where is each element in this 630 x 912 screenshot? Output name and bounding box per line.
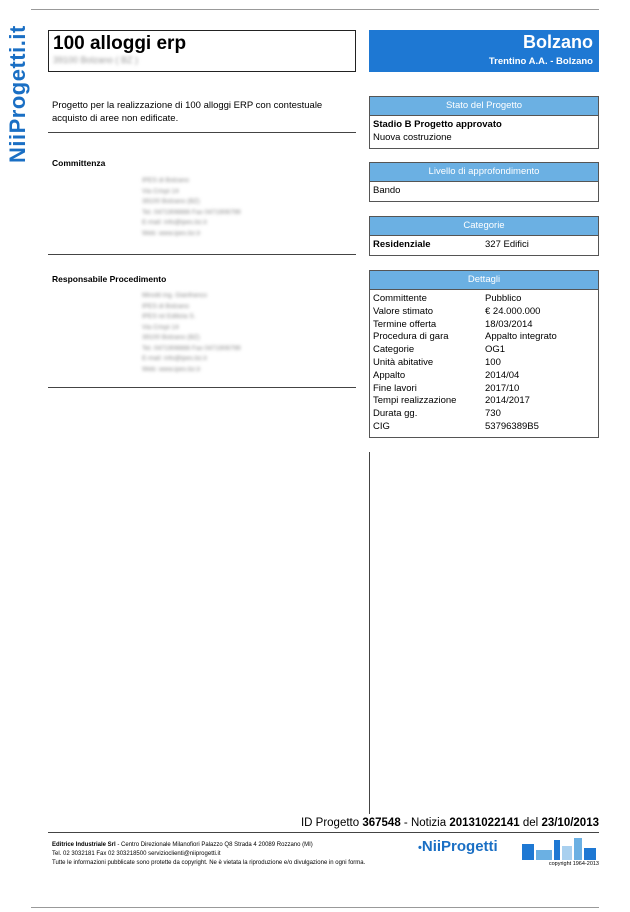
divider xyxy=(48,254,356,255)
dettagli-row: Committente Pubblico xyxy=(373,293,522,304)
dettagli-row: Unità abitative 100 xyxy=(373,356,501,368)
responsabile-label: Responsabile Procedimento xyxy=(52,274,167,284)
dettagli-row: Fine lavori 2017/10 xyxy=(373,382,520,394)
livello-panel xyxy=(369,162,599,202)
niiprogetti-logo: •NiiProgetti xyxy=(418,838,498,855)
project-title: 100 alloggi erp xyxy=(53,33,187,54)
dettagli-row: Durata gg. 730 xyxy=(373,408,501,420)
dettagli-row: Appalto 2014/04 xyxy=(373,369,520,381)
dettagli-row: Procedura di gara Appalto integrato xyxy=(373,331,557,343)
categorie-panel xyxy=(369,216,599,256)
dettagli-row: Categorie OG1 xyxy=(373,344,506,356)
dettagli-panel xyxy=(369,270,599,438)
project-title-box xyxy=(48,30,356,72)
dettagli-row: Termine offerta 18/03/2014 xyxy=(373,318,533,330)
dettagli-table xyxy=(370,290,598,437)
categorie-key: Residenziale xyxy=(373,239,431,250)
stato-header: Stato del Progetto xyxy=(370,97,598,116)
stato-panel xyxy=(369,96,599,149)
notizia-date: 23/10/2013 xyxy=(541,817,599,829)
region-name: Trentino A.A. - Bolzano xyxy=(488,56,593,67)
top-rule xyxy=(31,9,599,10)
responsabile-contact-blurred: Minotti ing. Gianfranco IPES di Bolzano IPES ist Edilizia S. Via Crispi 14 39100 Bolzano (BZ) Tel. 0471906666 Fax 0471906799 E-mail: info@ipes.bz.it Web: www.ipes.bz.it xyxy=(142,292,241,373)
committenza-contact-blurred: IPES di Bolzano Via Crispi 14 39100 Bolzano (BZ) Tel. 0471906666 Fax 0471906799 E-mail: info@ipes.bz.it Web: www.ipes.bz.it xyxy=(142,177,241,237)
dettagli-row: CIG 53796389B5 xyxy=(373,420,539,432)
buildings-logo-icon xyxy=(520,836,598,860)
copyright: copyright 1964-2013 xyxy=(548,861,599,867)
dettagli-row: Tempi realizzazione 2014/2017 xyxy=(373,395,530,407)
footer-contacts: Tel. 02 3032181 Fax 02 303218500 servizioclienti@niiprogetti.it xyxy=(52,851,221,857)
categorie-header: Categorie xyxy=(370,217,598,236)
livello-value: Bando xyxy=(373,185,401,196)
divider xyxy=(48,387,356,388)
bottom-rule xyxy=(31,907,599,908)
column-divider xyxy=(369,452,370,814)
notizia-id: 20131022141 xyxy=(449,817,520,829)
footer-rights: Tutte le informazioni pubblicate sono protette da copyright. Ne è vietata la riproduzione e/o divulgazione in ogni forma. xyxy=(52,860,366,866)
city-banner xyxy=(369,30,599,72)
brand-vertical-logo: NiiProgetti.it xyxy=(5,25,30,163)
footer-rule xyxy=(48,832,599,833)
project-id-line: ID Progetto 367548 - Notizia 20131022141 del 23/10/2013 xyxy=(300,817,599,829)
committenza-label: Committenza xyxy=(52,158,106,168)
livello-header: Livello di approfondimento xyxy=(370,163,598,182)
dettagli-row: Valore stimato € 24.000.000 xyxy=(373,305,541,317)
dettagli-header: Dettagli xyxy=(370,271,598,290)
project-id: 367548 xyxy=(362,817,401,829)
divider xyxy=(48,132,356,133)
categorie-value: 327 Edifici xyxy=(485,239,529,250)
footer-company: Editrice Industriale Srl - Centro Direzionale Milanofiori Palazzo Q8 Strada 4 20089 Rozzano (MI) xyxy=(52,842,313,848)
project-description: Progetto per la realizzazione di 100 alloggi ERP con contestuale acquisto di aree non edificate. xyxy=(52,100,323,124)
city-name: Bolzano xyxy=(523,32,593,52)
stato-type: Nuova costruzione xyxy=(373,131,452,143)
stato-stage: Stadio B Progetto approvato xyxy=(373,119,502,130)
project-location-blurred: 39100 Bolzano ( BZ ) xyxy=(53,55,139,65)
